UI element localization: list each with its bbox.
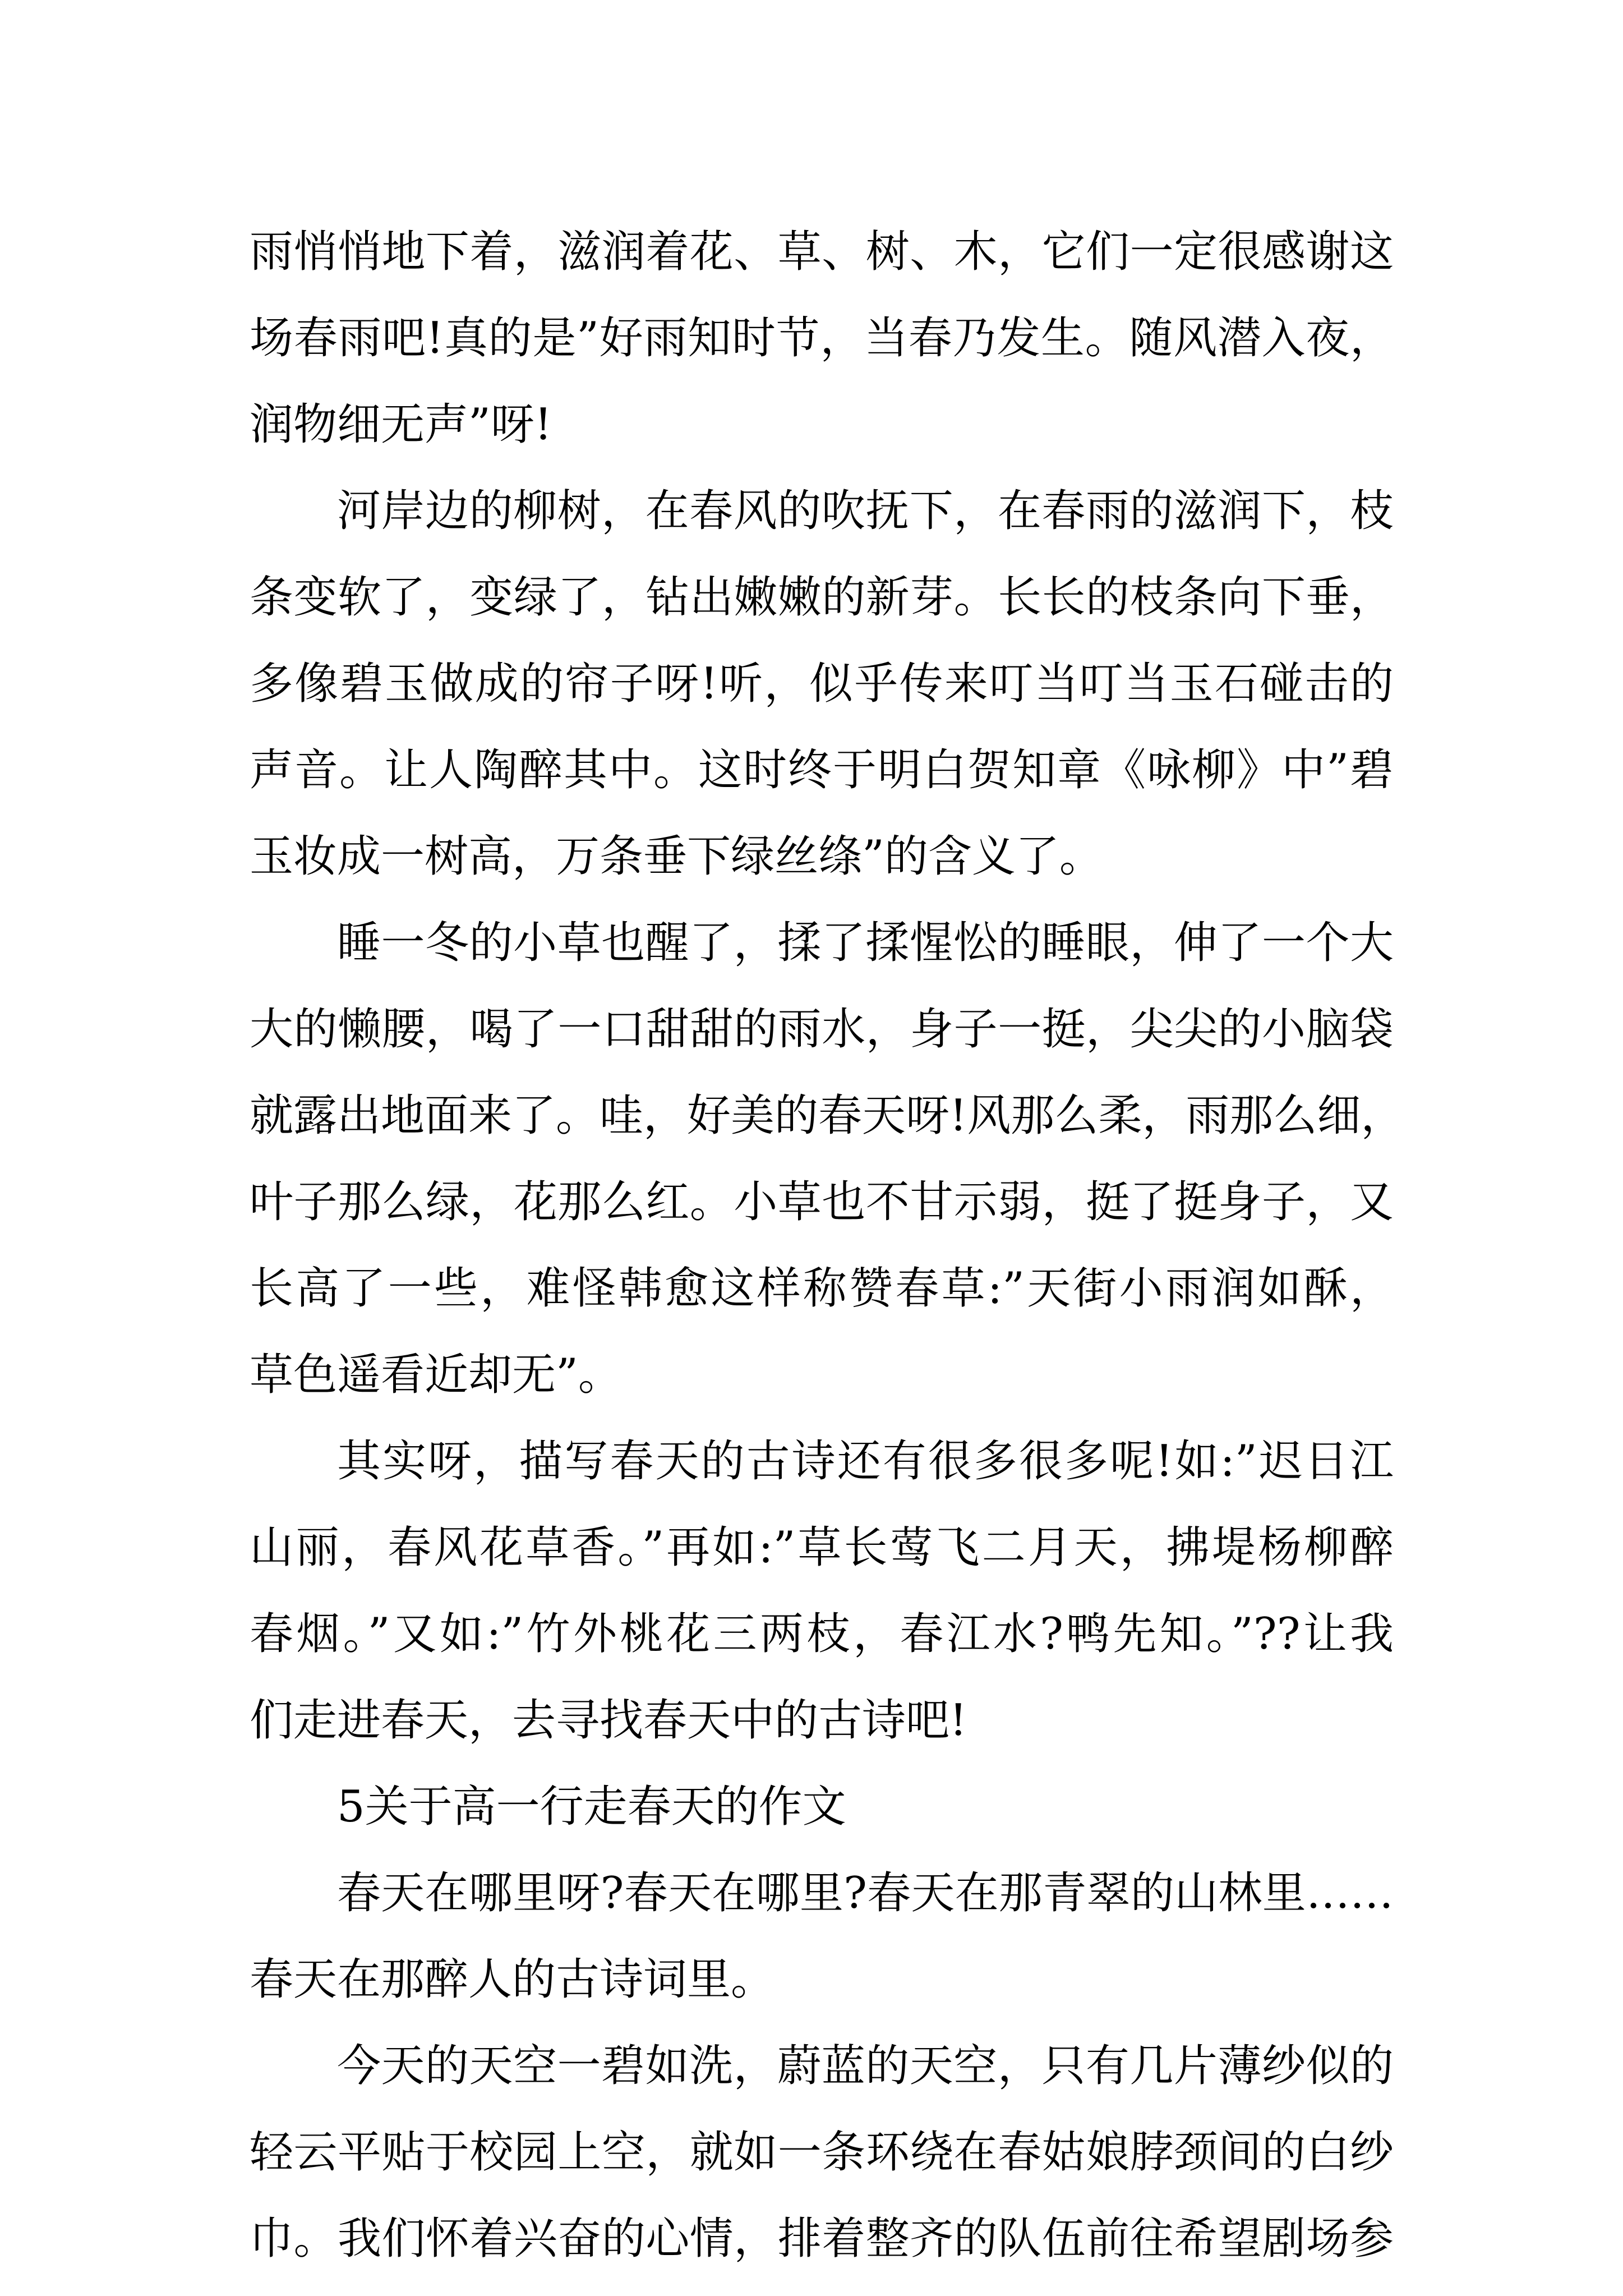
text-line: 巾。我们怀着兴奋的心情，排着整齐的队伍前往希望剧场参: [250, 2214, 1394, 2264]
text-line: 山丽，春风花草香。”再如:”草长莺飞二月天，拂堤杨柳醉: [250, 1522, 1394, 1573]
text-line: 春天在那醉人的古诗词里。: [250, 1954, 775, 2005]
paragraph-first-line: 河岸边的柳树，在春风的吹抚下，在春雨的滋润下，枝: [337, 486, 1394, 536]
section-heading: 5关于高一行走春天的作文: [337, 1782, 846, 1832]
text-line: 润物细无声”呀!: [250, 399, 552, 450]
paragraph-first-line: 其实呀，描写春天的古诗还有很多很多呢!如:”迟日江: [337, 1436, 1394, 1487]
text-line: 草色遥看近却无”。: [250, 1350, 622, 1400]
text-line: 大的懒腰，喝了一口甜甜的雨水，身子一挺，尖尖的小脑袋: [250, 1004, 1394, 1055]
paragraph-first-line: 今天的天空一碧如洗，蔚蓝的天空，只有几片薄纱似的: [337, 2041, 1394, 2091]
body-text: [250, 209, 1405, 2282]
text-line: 春烟。”又如:”竹外桃花三两枝，春江水?鸭先知。”??让我: [250, 1609, 1394, 1659]
text-line: 轻云平贴于校园上空，就如一条环绕在春姑娘脖颈间的白纱: [250, 2127, 1394, 2178]
text-line: 声音。让人陶醉其中。这时终于明白贺知章《咏柳》中”碧: [250, 745, 1394, 795]
paragraph-first-line: 春天在哪里呀?春天在哪里?春天在那青翠的山林里……: [337, 1868, 1394, 1918]
paragraph-first-line: 睡一冬的小草也醒了，揉了揉惺忪的睡眼，伸了一个大: [337, 918, 1394, 968]
text-line: 玉妆成一树高，万条垂下绿丝绦”的含义了。: [250, 831, 1103, 882]
text-line: 就露出地面来了。哇，好美的春天呀!风那么柔，雨那么细，: [250, 1091, 1405, 1141]
text-line: 条变软了，变绿了，钻出嫩嫩的新芽。长长的枝条向下垂，: [250, 572, 1394, 623]
text-line: 长高了一些，难怪韩愈这样称赞春草:”天街小雨润如酥，: [250, 1263, 1394, 1314]
text-line: 们走进春天，去寻找春天中的古诗吧!: [250, 1695, 967, 1746]
text-line: 叶子那么绿，花那么红。小草也不甘示弱，挺了挺身子，又: [250, 1177, 1394, 1227]
text-line: 多像碧玉做成的帘子呀!听，似乎传来叮当叮当玉石碰击的: [250, 659, 1394, 709]
text-line: 雨悄悄地下着，滋润着花、草、树、木，它们一定很感谢这: [250, 227, 1394, 277]
text-line: 场春雨吧!真的是”好雨知时节，当春乃发生。随风潜入夜，: [250, 313, 1394, 364]
